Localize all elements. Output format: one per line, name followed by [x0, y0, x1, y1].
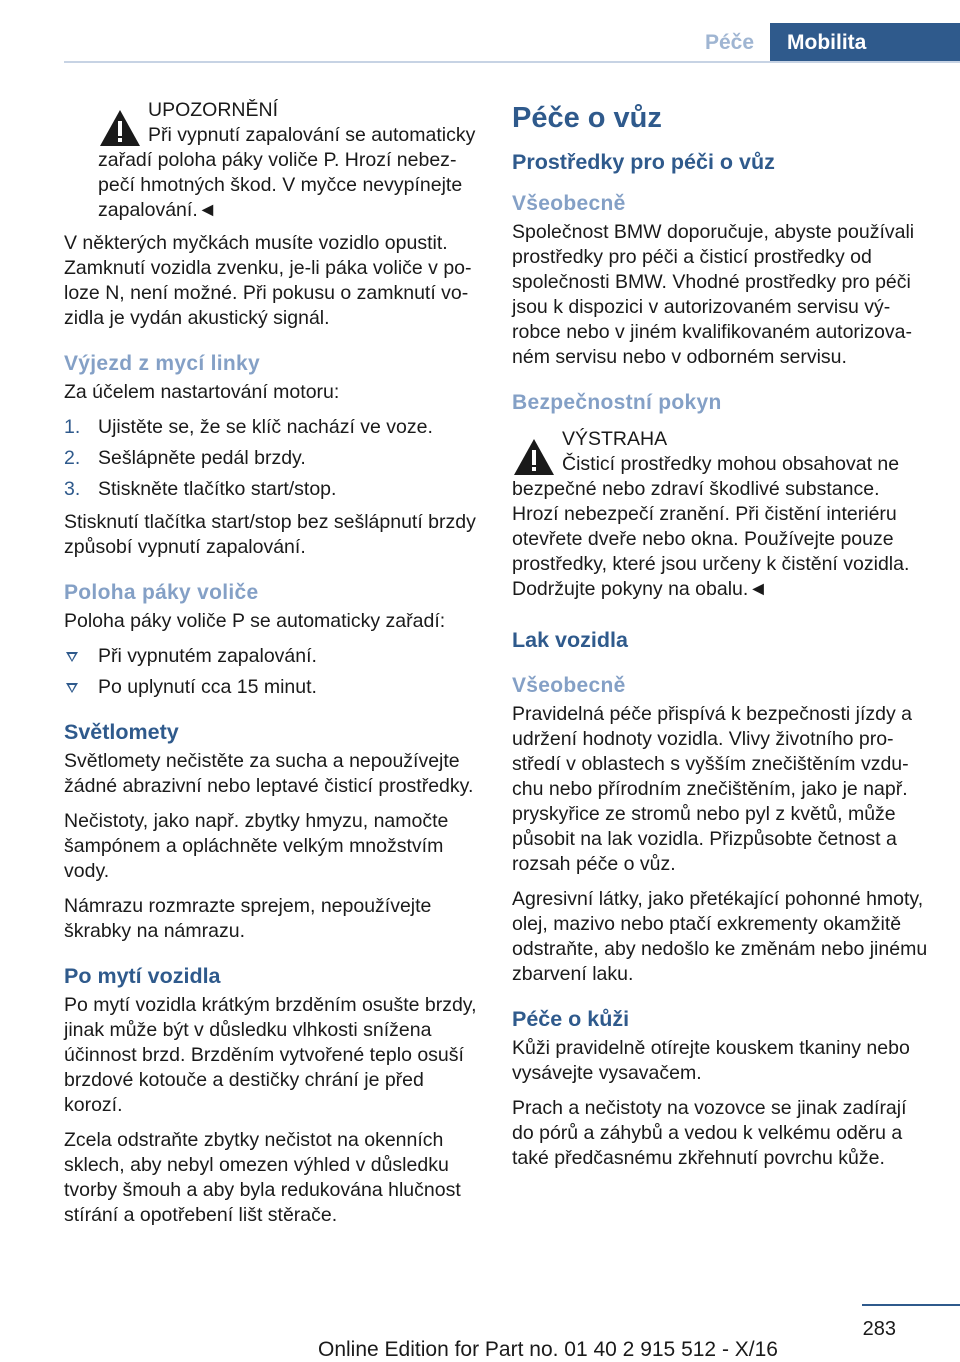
paragraph-after-wash-1: Po mytí vozidla krátkým brzděním osušte brzdy, jinak může být v důsledku vlhkosti snížena účinnost brzd. Brzděním vytvořené teplo osuší brzdové kotouče a destičky chrání je před korozí.	[64, 994, 477, 1116]
header-tabs	[687, 23, 960, 61]
page-number: 283	[862, 1318, 896, 1340]
paragraph-leather-2: Prach a nečistoty na vozovce se jinak zadírají do pórů a záhybů a vedou k velkému oděru a také předčasnému zkřehnutí povrchu kůže.	[512, 1097, 907, 1169]
step-text: Ujistěte se, že se klíč nachází ve voze.	[98, 416, 433, 438]
edition-footer: Online Edition for Part no. 01 40 2 915 512 - X/16	[318, 1338, 778, 1361]
right-column	[512, 98, 930, 1181]
step-number: 3.	[64, 478, 81, 500]
warning-text: zařadí poloha páky voliče P. Hrozí nebezpečí hmotných škod. V myčce nevypínejte zapalování.◄	[98, 149, 463, 221]
paragraph-selector: Poloha páky voliče P se automaticky zařadí:	[64, 610, 446, 632]
warning-text: bezpečné nebo zdraví škodlivé substance. Hrozí nebezpečí zranění. Při čistění interiéru otevřete dveře nebo okna. Používejte pouze prostředky, které jsou určeny k čistění vozidla. Dodržujte pokyny na obalu.◄	[512, 478, 910, 600]
bullet-text: Po uplynutí cca 15 minut.	[98, 676, 317, 698]
paragraph-exit-intro: Za účelem nastartování motoru:	[64, 381, 340, 403]
paragraph-exit-note: Stisknutí tlačítka start/stop bez sešlápnutí brzdy způsobí vypnutí zapalování.	[64, 511, 476, 558]
heading-care-products: Prostředky pro péči o vůz	[512, 150, 775, 174]
header-divider	[64, 61, 960, 63]
steps-list	[64, 415, 484, 502]
list-item	[64, 446, 484, 471]
heading-exit-wash: Výjezd z mycí linky	[64, 352, 260, 375]
warning-text-line1: Čisticí prostředky mohou obsahovat ne	[562, 453, 900, 475]
paragraph-headlights-1: Světlomety nečistěte za sucha a nepoužívejte žádné abrazivní nebo leptavé čisticí prostředky.	[64, 750, 474, 797]
paragraph-paint-2: Agresivní látky, jako přetékající pohonné hmoty, olej, mazivo nebo ptačí exkrementy okamžitě odstraňte, aby nedošlo ke změnám nebo jinému zbarvení laku.	[512, 888, 928, 985]
warning-text-line1: Při vypnutí zapalování se automaticky	[148, 124, 476, 146]
paragraph-headlights-2: Nečistoty, jako např. zbytky hmyzu, namočte šampónem a opláchněte velkým množstvím vody.	[64, 810, 449, 882]
step-text: Stiskněte tlačítko start/stop.	[98, 478, 337, 500]
heading-leather: Péče o kůži	[512, 1007, 630, 1031]
heading-general-2: Všeobecně	[512, 674, 626, 697]
heading-after-wash: Po mytí vozidla	[64, 964, 221, 988]
heading-general-1: Všeobecně	[512, 192, 626, 215]
step-text: Sešlápněte pedál brzdy.	[98, 447, 306, 469]
warning-block	[64, 98, 484, 223]
heading-safety: Bezpečnostní pokyn	[512, 391, 722, 414]
paragraph-after-wash-2: Zcela odstraňte zbytky nečistot na okenních sklech, aby nebyl omezen výhled v důsledku tvorby šmouh a aby byla redukována hlučnost stírání a opotřebení lišt stěrače.	[64, 1129, 461, 1226]
list-item	[64, 644, 484, 669]
paragraph-leather-1: Kůži pravidelně otírejte kouskem tkaniny nebo vysávejte vysavačem.	[512, 1037, 910, 1084]
bullet-text: Při vypnutém zapalování.	[98, 645, 317, 667]
list-item	[64, 675, 484, 700]
step-number: 1.	[64, 416, 81, 438]
warning-icon	[98, 108, 142, 148]
paragraph-paint-1: Pravidelná péče přispívá k bezpečnosti jízdy a udržení hodnoty vozidla. Vlivy životního prostředí v oblastech s vyšším znečištěním vzduchu nebo přírodním znečištěním, jako je např. pryskyřice ze stromů nebo pyl z květů, může působit na lak vozidla. Přizpůsobte četnost a rozsah péče o vůz.	[512, 703, 912, 875]
step-number: 2.	[64, 447, 81, 469]
warning-title: VÝSTRAHA	[562, 428, 668, 450]
list-item	[64, 477, 484, 502]
warning-block	[512, 427, 930, 602]
paragraph-general-1: Společnost BMW doporučuje, abyste používali prostředky pro péči a čisticí prostředky od společnosti BMW. Vhodné prostředky pro péči jsou k dispozici v autorizovaném servisu výrobce nebo v jiném kvalifikovaném autorizovaném servisu nebo v odborném servisu.	[512, 221, 915, 368]
warning-icon	[512, 437, 556, 477]
heading-selector: Poloha páky voliče	[64, 581, 259, 604]
page-title: Péče o vůz	[512, 102, 662, 134]
bullet-list	[64, 644, 484, 700]
heading-paint: Lak vozidla	[512, 628, 628, 652]
left-column	[64, 98, 484, 1238]
paragraph-car-wash: V některých myčkách musíte vozidlo opustit. Zamknutí vozidla zvenku, je-li páka voliče v poloze N, není možné. Při pokusu o zamknutí vozidla je vydán akustický signál.	[64, 232, 472, 329]
list-item	[64, 415, 484, 440]
footer-divider	[862, 1304, 960, 1306]
tab-mobilita[interactable]: Mobilita	[770, 23, 960, 61]
tab-pece[interactable]: Péče	[687, 23, 770, 61]
warning-title: UPOZORNĚNÍ	[148, 99, 279, 121]
paragraph-headlights-3: Námrazu rozmrazte sprejem, nepoužívejte škrabky na námrazu.	[64, 895, 432, 942]
heading-headlights: Světlomety	[64, 720, 179, 744]
